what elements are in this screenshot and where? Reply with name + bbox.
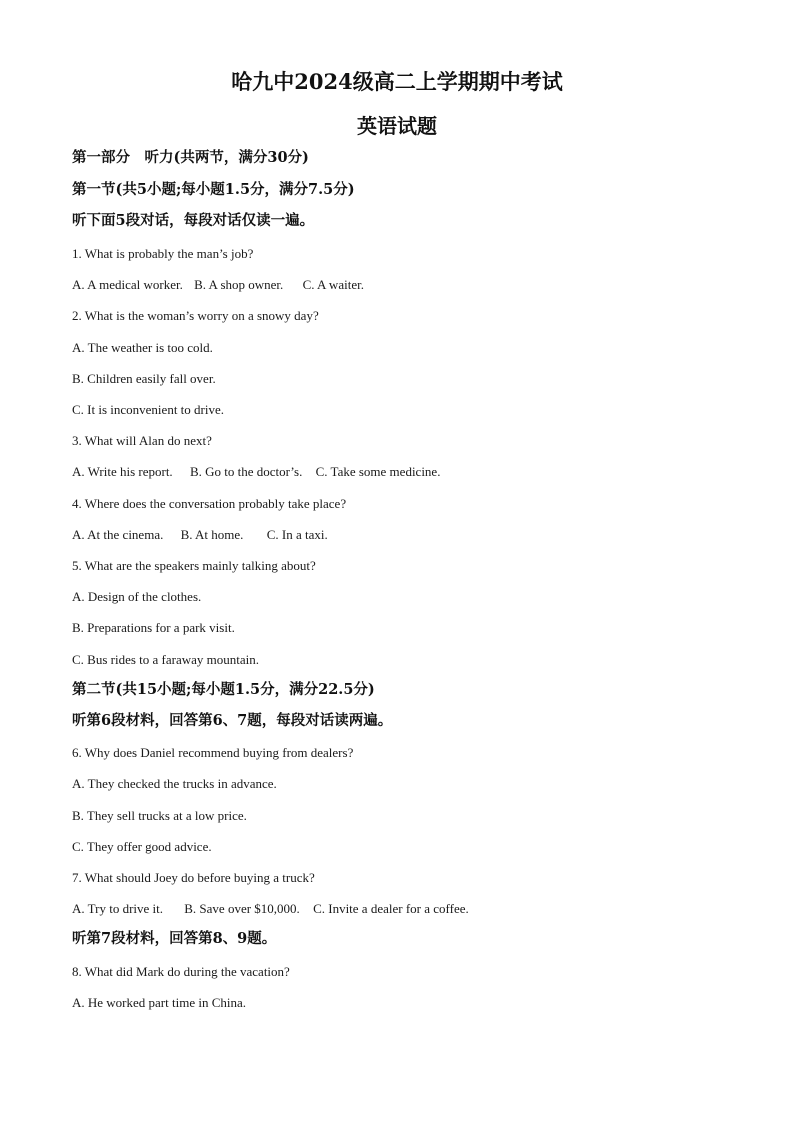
option: A. He worked part time in China.	[72, 995, 247, 1010]
question-4-options	[72, 528, 328, 541]
question-1-options	[72, 278, 364, 291]
question-7: 7. What should Joey do before buying a truck?	[72, 870, 315, 885]
option: B. Preparations for a park visit.	[72, 620, 235, 635]
option: A. Design of the clothes.	[72, 589, 202, 604]
section1-instruction: 听下面5段对话，每段对话仅读一遍。	[72, 212, 315, 229]
option: A. A medical worker.	[72, 277, 183, 292]
section2-heading: 第二节(共15小题;每小题1.5分，满分22.5分)	[72, 681, 375, 698]
question-5: 5. What are the speakers mainly talking about?	[72, 558, 316, 573]
option: C. Bus rides to a faraway mountain.	[72, 652, 260, 667]
option: C. They offer good advice.	[72, 839, 212, 854]
option: A. Write his report.	[72, 464, 173, 479]
option: B. Save over $10,000.	[184, 901, 300, 916]
question-2: 2. What is the woman’s worry on a snowy day?	[72, 308, 319, 323]
option: A. At the cinema.	[72, 527, 164, 542]
option: B. A shop owner.	[194, 277, 284, 292]
question-4: 4. Where does the conversation probably take place?	[72, 496, 347, 511]
option: C. Take some medicine.	[315, 464, 441, 479]
part1-heading: 第一部分 听力(共两节，满分30分)	[72, 149, 309, 166]
exam-subtitle: 英语试题	[357, 114, 437, 138]
section1-heading: 第一节(共5小题;每小题1.5分，满分7.5分)	[72, 181, 355, 198]
exam-title: 哈九中2024级高二上学期期中考试	[231, 69, 563, 94]
option: C. Invite a dealer for a coffee.	[313, 901, 469, 916]
question-3: 3. What will Alan do next?	[72, 433, 212, 448]
question-7-options	[72, 902, 469, 915]
option: B. At home.	[180, 527, 244, 542]
question-6: 6. Why does Daniel recommend buying from dealers?	[72, 745, 354, 760]
question-3-options	[72, 465, 440, 478]
option: B. Go to the doctor’s.	[189, 464, 303, 479]
question-1: 1. What is probably the man’s job?	[72, 246, 254, 261]
option: C. A waiter.	[302, 277, 364, 292]
option: C. In a taxi.	[266, 527, 328, 542]
option: B. Children easily fall over.	[72, 371, 216, 386]
section2-instruction-7: 听第7段材料，回答第8、9题。	[72, 930, 277, 947]
option: B. They sell trucks at a low price.	[72, 808, 247, 823]
section2-instruction-6: 听第6段材料，回答第6、7题，每段对话读两遍。	[72, 712, 393, 729]
option: A. The weather is too cold.	[72, 340, 213, 355]
option: A. They checked the trucks in advance.	[72, 776, 277, 791]
option: A. Try to drive it.	[72, 901, 164, 916]
option: C. It is inconvenient to drive.	[72, 402, 225, 417]
question-8: 8. What did Mark do during the vacation?	[72, 964, 290, 979]
